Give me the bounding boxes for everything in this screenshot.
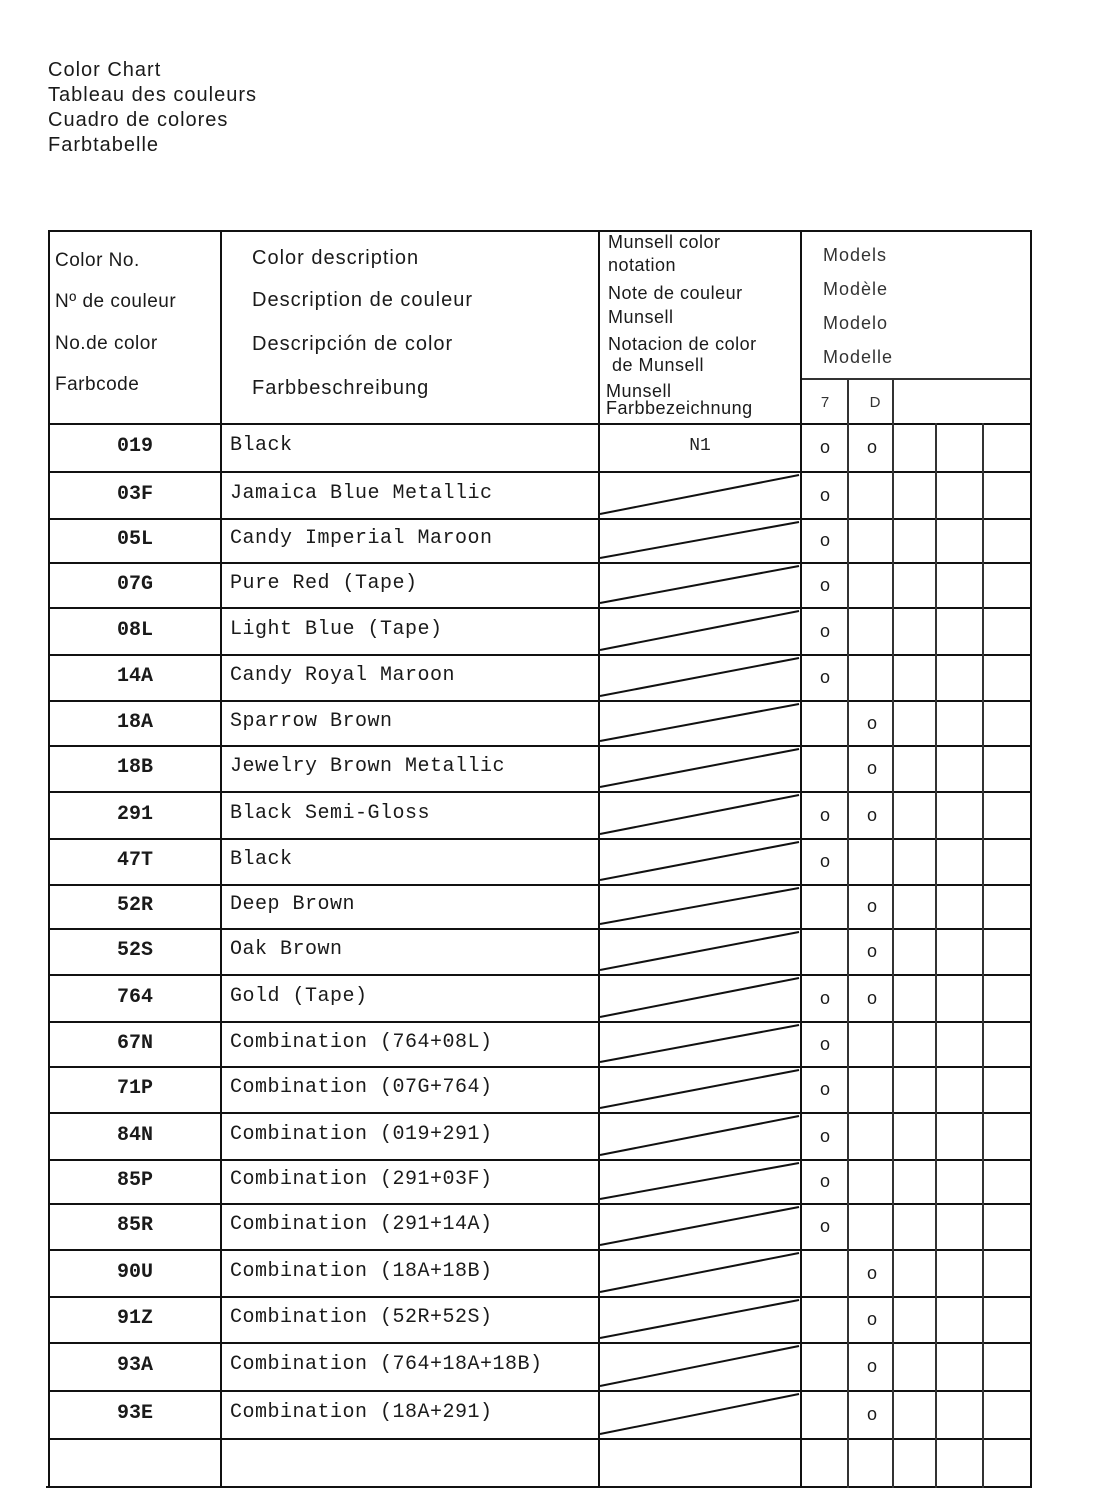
color-code: 05L (116, 528, 153, 551)
color-code: 019 (116, 435, 153, 458)
table-rule-horizontal (48, 1203, 1030, 1205)
color-description: Black (230, 434, 293, 457)
color-description: Deep Brown (230, 893, 356, 916)
munsell-empty-slash (600, 1025, 799, 1062)
header-munsell-line-2: notation (608, 255, 677, 275)
munsell-notation: N1 (689, 436, 711, 456)
model-d-mark: o (866, 898, 878, 918)
header-munsell-line-1: Munsell color (608, 232, 721, 252)
model-7-mark: o (819, 576, 831, 597)
munsell-empty-slash (600, 611, 799, 650)
table-rule-horizontal (48, 791, 1030, 793)
header-description-de: Farbbeschreibung (252, 377, 430, 399)
table-rule-horizontal (48, 928, 1030, 930)
color-description: Jewelry Brown Metallic (230, 755, 506, 778)
model-d-mark: o (866, 1264, 878, 1285)
model-7-mark: o (819, 806, 831, 827)
color-code: 08L (116, 618, 153, 642)
munsell-empty-slash (600, 888, 799, 924)
model-column-d-label: D (869, 394, 881, 411)
color-description: Black Semi-Gloss (230, 801, 431, 825)
munsell-empty-slash (600, 1163, 799, 1199)
color-description: Black (230, 848, 293, 871)
table-rule-vertical (48, 230, 50, 1488)
model-7-mark: o (819, 439, 831, 459)
table-rule-vertical (892, 378, 894, 1488)
header-models-fr: Modèle (823, 279, 889, 299)
model-7-mark: o (819, 669, 831, 689)
color-description: Combination (019+291) (230, 1122, 493, 1146)
table-rule-vertical (935, 423, 937, 1488)
color-code: 85R (116, 1214, 153, 1237)
model-7-mark: o (819, 1173, 831, 1193)
color-description: Light Blue (Tape) (230, 617, 443, 641)
munsell-empty-slash (600, 932, 799, 970)
color-code: 03F (116, 482, 153, 506)
color-code: 52R (116, 894, 153, 917)
header-color-no-es: No.de color (55, 333, 158, 354)
header-color-no-fr: Nº de couleur (55, 291, 177, 312)
color-code: 47T (116, 849, 153, 872)
munsell-empty-slash (600, 1346, 799, 1386)
munsell-empty-slash (600, 842, 799, 880)
color-description: Candy Imperial Maroon (230, 527, 493, 550)
color-code: 52S (116, 939, 153, 962)
model-7-mark: o (819, 989, 831, 1010)
header-munsell-line-5: Notacion de color (608, 334, 757, 354)
table-rule-horizontal (48, 1066, 1030, 1068)
color-code: 291 (116, 802, 153, 826)
munsell-empty-slash (600, 475, 799, 514)
table-rule-horizontal (48, 471, 1030, 473)
color-description: Oak Brown (230, 938, 343, 961)
table-rule-vertical (800, 230, 802, 1488)
table-rule-horizontal (48, 562, 1030, 564)
header-munsell-line-4: Munsell (608, 307, 674, 327)
table-rule-horizontal (48, 518, 1030, 520)
munsell-empty-slash (600, 1394, 799, 1434)
munsell-empty-slash (600, 978, 799, 1017)
munsell-empty-slash (600, 522, 799, 558)
color-description: Combination (07G+764) (230, 1076, 493, 1099)
model-d-mark: o (866, 989, 878, 1010)
model-d-mark: o (866, 806, 878, 827)
munsell-empty-slash (600, 1253, 799, 1292)
color-code: 93E (116, 1402, 153, 1425)
model-d-mark: o (866, 1311, 878, 1331)
munsell-empty-slash (600, 658, 799, 696)
color-description: Pure Red (Tape) (230, 571, 418, 595)
model-column-7-label: 7 (820, 394, 830, 411)
header-models-es: Modelo (823, 313, 889, 333)
model-d-mark: o (866, 1406, 878, 1426)
model-7-mark: o (819, 1035, 831, 1056)
model-7-mark: o (819, 1218, 831, 1238)
header-description-en: Color description (252, 247, 420, 269)
model-7-mark: o (819, 532, 831, 552)
table-rule-horizontal (48, 1112, 1030, 1114)
color-code: 764 (116, 985, 153, 1009)
munsell-empty-slash (600, 1300, 799, 1338)
color-description: Combination (52R+52S) (230, 1306, 493, 1329)
color-description: Combination (764+08L) (230, 1030, 493, 1054)
model-d-mark: o (866, 943, 878, 963)
title-line-de: Farbtabelle (48, 134, 160, 156)
header-description-es: Descripción de color (252, 333, 454, 355)
munsell-empty-slash (600, 1070, 799, 1108)
table-rule-vertical (982, 423, 984, 1488)
header-color-no-de: Farbcode (55, 374, 140, 395)
title-line-es: Cuadro de colores (48, 109, 229, 131)
header-munsell-line-7: Munsell (606, 381, 672, 401)
table-rule-horizontal (48, 974, 1030, 976)
table-rule-horizontal (48, 607, 1030, 609)
table-rule-vertical (598, 230, 600, 1488)
color-code: 85P (116, 1169, 153, 1192)
model-7-mark: o (819, 1127, 831, 1148)
color-code: 18A (116, 710, 153, 734)
color-description: Candy Royal Maroon (230, 664, 456, 687)
table-rule-horizontal (48, 1021, 1030, 1023)
color-description: Combination (291+03F) (230, 1168, 493, 1191)
table-rule-horizontal (48, 1390, 1030, 1392)
model-7-mark: o (819, 486, 831, 507)
color-description: Sparrow Brown (230, 709, 393, 733)
table-rule-horizontal (48, 1159, 1030, 1161)
table-rule-vertical (847, 378, 849, 1488)
title-line-en: Color Chart (48, 59, 162, 81)
table-rule-horizontal (48, 884, 1030, 886)
table-rule-vertical (1030, 230, 1032, 1488)
munsell-empty-slash (600, 704, 799, 741)
table-rule-horizontal (46, 1486, 1030, 1488)
color-code: 84N (116, 1123, 153, 1147)
table-rule-vertical (220, 230, 222, 1488)
header-munsell-line-6: de Munsell (612, 355, 705, 375)
color-code: 91Z (116, 1307, 153, 1330)
header-color-no-en: Color No. (55, 250, 140, 271)
color-code: 67N (116, 1031, 153, 1055)
color-description: Combination (18A+18B) (230, 1259, 493, 1283)
model-d-mark: o (866, 714, 878, 735)
color-description: Combination (291+14A) (230, 1213, 493, 1236)
table-rule-horizontal (800, 378, 1030, 380)
color-description: Combination (18A+291) (230, 1401, 493, 1424)
model-7-mark: o (819, 853, 831, 873)
munsell-empty-slash (600, 1207, 799, 1245)
table-rule-horizontal (48, 745, 1030, 747)
color-code: 18B (116, 756, 153, 779)
munsell-empty-slash (600, 795, 799, 834)
color-code: 90U (116, 1260, 153, 1284)
table-rule-horizontal (48, 1296, 1030, 1298)
model-d-mark: o (866, 760, 878, 780)
color-code: 14A (116, 665, 153, 688)
model-d-mark: o (866, 1358, 878, 1378)
munsell-empty-slash (600, 566, 799, 603)
color-description: Jamaica Blue Metallic (230, 481, 493, 505)
table-rule-horizontal (48, 1438, 1030, 1440)
table-rule-horizontal (48, 1342, 1030, 1344)
header-models-en: Models (823, 245, 888, 265)
model-7-mark: o (819, 622, 831, 643)
model-7-mark: o (819, 1081, 831, 1101)
table-rule-horizontal (48, 838, 1030, 840)
header-description-fr: Description de couleur (252, 289, 473, 311)
header-munsell-line-3: Note de couleur (608, 283, 743, 303)
color-code: 93A (116, 1354, 153, 1377)
table-rule-horizontal (48, 654, 1030, 656)
color-description: Combination (764+18A+18B) (230, 1353, 543, 1376)
table-rule-horizontal (48, 700, 1030, 702)
model-d-mark: o (866, 439, 878, 459)
color-code: 07G (116, 572, 153, 596)
table-rule-horizontal (48, 423, 1030, 425)
munsell-empty-slash (600, 749, 799, 787)
munsell-empty-slash (600, 1116, 799, 1155)
header-models-de: Modelle (823, 347, 894, 367)
header-munsell-line-8: Farbbezeichnung (606, 398, 753, 418)
title-line-fr: Tableau des couleurs (48, 84, 258, 106)
table-rule-horizontal (48, 230, 1030, 232)
table-rule-horizontal (48, 1249, 1030, 1251)
color-code: 71P (116, 1077, 153, 1100)
color-description: Gold (Tape) (230, 984, 368, 1008)
